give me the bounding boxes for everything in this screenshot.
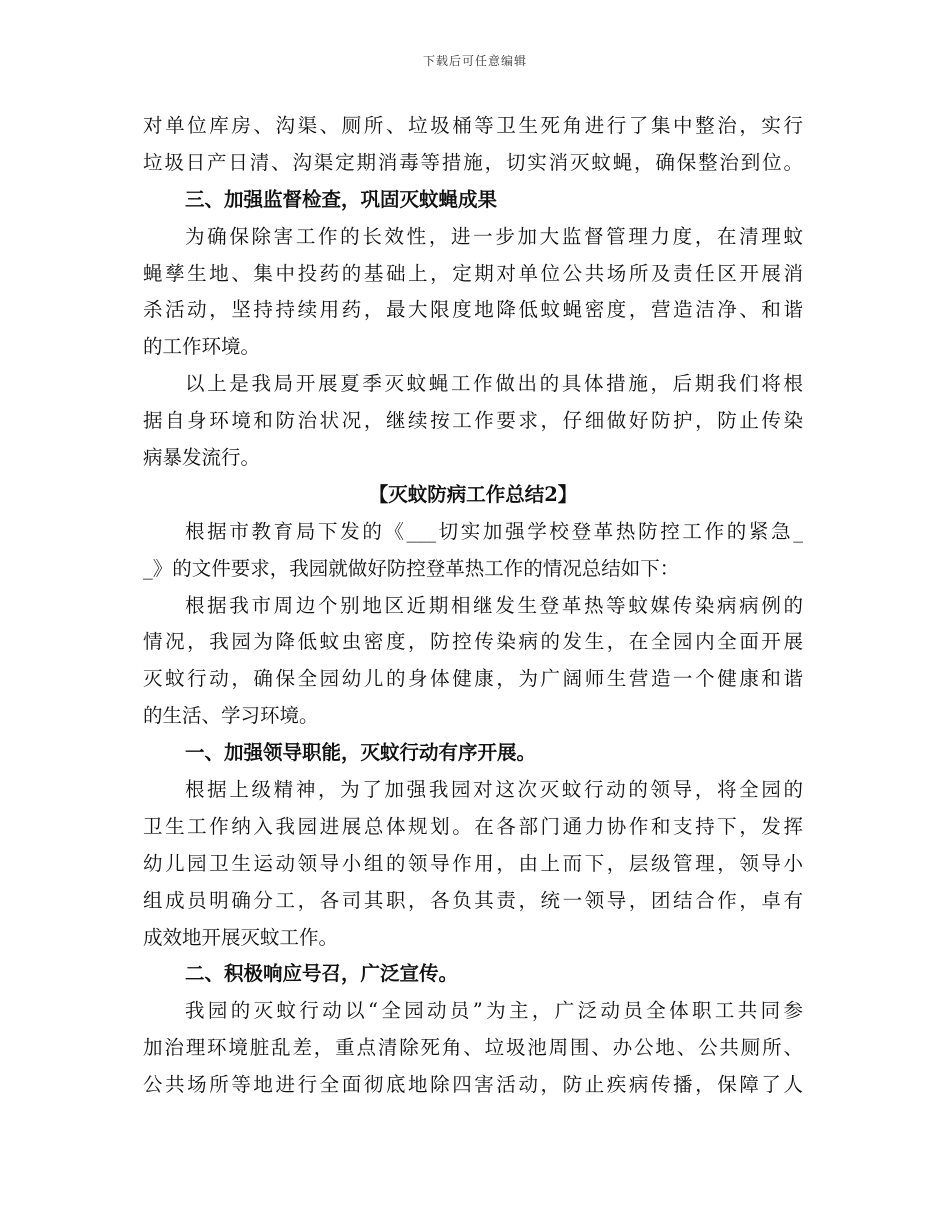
text-line: 根据上级精神，为了加强我园对这次灭蚊行动的领导，将全园的	[185, 778, 803, 802]
text-line: 幼儿园卫生运动领导小组的领导作用，由上而下，层级管理，领导小	[143, 851, 803, 875]
page-header-note: 下载后可任意编辑	[422, 54, 527, 68]
section-heading: 三、加强监督检查，巩固灭蚊蝇成果	[185, 187, 498, 211]
text-line: 情况，我园为降低蚊虫密度，防控传染病的发生，在全园内全面开展	[143, 630, 803, 654]
text-line: 的工作环境。	[143, 335, 261, 359]
document-title: 【灭蚊防病工作总结2】	[368, 482, 578, 506]
text-line: 组成员明确分工，各司其职，各负其责，统一领导，团结合作，卓有	[143, 888, 803, 912]
text-line: 杀活动，坚持持续用药，最大限度地降低蚊蝇密度，营造洁净、和谐	[143, 298, 803, 322]
text-line: 成效地开展灭蚊工作。	[143, 925, 339, 949]
text-line: 我园的灭蚊行动以“全园动员”为主，广泛动员全体职工共同参	[185, 999, 803, 1023]
text-line: 加治理环境脏乱差，重点清除死角、垃圾池周围、办公地、公共厕所、	[143, 1036, 803, 1060]
section-heading: 二、积极响应号召，广泛宣传。	[185, 962, 459, 986]
document-body	[143, 108, 803, 1104]
text-line: 以上是我局开展夏季灭蚊蝇工作做出的具体措施，后期我们将根	[185, 372, 803, 396]
text-line: 根据市教育局下发的《___切实加强学校登革热防控工作的紧急_	[185, 519, 803, 543]
text-line: 病暴发流行。	[143, 446, 261, 470]
text-line: 对单位库房、沟渠、厕所、垃圾桶等卫生死角进行了集中整治，实行	[143, 114, 803, 137]
text-line: _》的文件要求，我园就做好防控登革热工作的情况总结如下：	[143, 556, 680, 580]
text-line: 根据我市周边个别地区近期相继发生登革热等蚊媒传染病病例的	[185, 593, 803, 617]
text-line: 的生活、学习环境。	[143, 704, 319, 728]
section-heading: 一、加强领导职能，灭蚊行动有序开展。	[185, 741, 537, 765]
text-line: 为确保除害工作的长效性，进一步加大监督管理力度，在清理蚊	[185, 224, 803, 248]
text-line: 灭蚊行动，确保全园幼儿的身体健康，为广阔师生营造一个健康和谐	[143, 667, 803, 691]
text-line: 公共场所等地进行全面彻底地除四害活动，防止疾病传播，保障了人	[143, 1073, 803, 1097]
text-line: 蝇孳生地、集中投药的基础上，定期对单位公共场所及责任区开展消	[143, 261, 803, 285]
text-line: 卫生工作纳入我园进展总体规划。在各部门通力协作和支持下，发挥	[143, 814, 803, 838]
text-line: 垃圾日产日清、沟渠定期消毒等措施，切实消灭蚊蝇，确保整治到位。	[143, 150, 803, 174]
text-line: 据自身环境和防治状况，继续按工作要求，仔细做好防护，防止传染	[143, 409, 803, 433]
